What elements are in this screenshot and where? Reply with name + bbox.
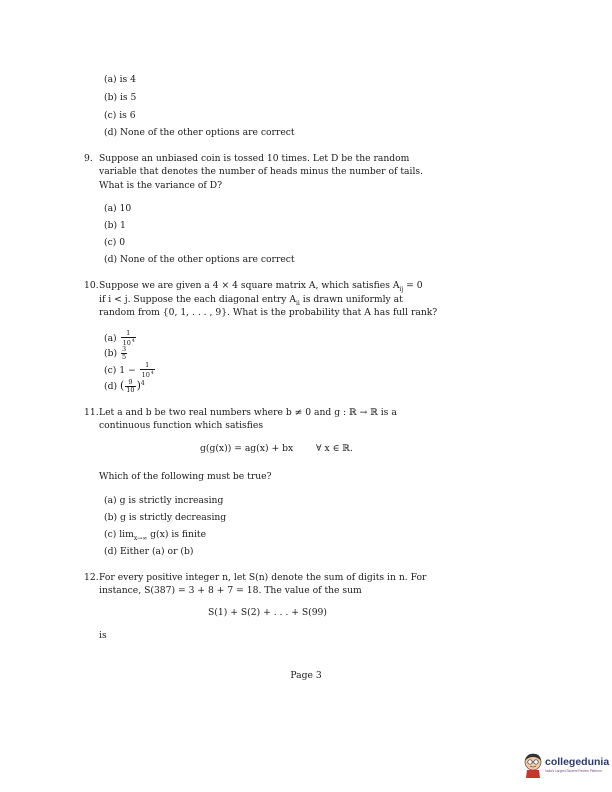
q12-number: 12. [84, 572, 99, 583]
fraction: $\frac{1}{10^4}$ [122, 329, 135, 348]
q10-option-d: (d) ( $\frac{9}{10}$ )$^4$ [104, 378, 145, 394]
q11-option-c: (c) $\lim_{x\to\infty} g(x)$ is finite [104, 529, 207, 542]
q10-number: 10. [84, 280, 99, 291]
q9-option-b: (b) 1 [104, 220, 126, 231]
q9-option-a: (a) 10 [104, 203, 132, 214]
q9-option-d: (d) None of the other options are correct [104, 254, 295, 265]
collegedunia-logo [523, 752, 609, 784]
q11-text-line2: continuous function which satisfies [99, 420, 264, 431]
q11-option-d: (d) Either (a) or (b) [104, 546, 194, 557]
q11-equation: g(g(x)) = ag(x) + bx [200, 443, 294, 454]
q10-option-a: (a) $\frac{1}{10^4}$ [104, 329, 135, 348]
q11-number: 11. [84, 407, 99, 418]
q12-text-line2: instance, S(387) = 3 + 8 + 7 = 18. The value of the sum [99, 585, 362, 596]
q9-option-c: (c) 0 [104, 237, 126, 248]
page-number: Page 3 [290, 670, 322, 681]
fraction: $\frac{9}{10}$ [126, 378, 135, 394]
q11-option-a: (a) g is strictly increasing [104, 495, 224, 506]
q12-text-line1: For every positive integer n, let S(n) denote the sum of digits in n. For [99, 572, 427, 583]
q11-option-b: (b) g is strictly decreasing [104, 512, 227, 523]
q8-option-d: (d) None of the other options are correct [104, 127, 295, 138]
q10-option-c: (c) 1 − $\frac{1}{10^4}$ [104, 361, 154, 380]
fraction: $\frac{3}{5}$ [121, 345, 127, 361]
logo-name: collegedunia [545, 756, 610, 768]
q8-option-c: (c) is 6 [104, 110, 136, 121]
q9-text-line1: Suppose an unbiased coin is tossed 10 times. Let D be the random [99, 153, 410, 164]
q9-text-line3: What is the variance of D? [99, 180, 223, 191]
q8-option-a: (a) is 4 [104, 74, 136, 85]
q9-number: 9. [84, 153, 93, 164]
q10-text-line3: random from {0, 1, . . . , 9}. What is the probability that A has full rank? [99, 307, 438, 318]
q12-equation: S(1) + S(2) + . . . + S(99) [208, 607, 327, 618]
q10-text-line2: if i < j. Suppose the each diagonal entry $A_{ii}$ is drawn uniformly at [99, 294, 403, 307]
q12-after-text: is [99, 630, 107, 641]
fraction: $\frac{1}{10^4}$ [141, 361, 154, 380]
q8-option-b: (b) is 5 [104, 92, 137, 103]
q10-text-line1: Suppose we are given a 4 × 4 square matrix A, which satisfies $A_{ij} = 0$ [99, 280, 423, 293]
q11-equation-condition: ∀ x ∈ ℝ. [316, 443, 353, 454]
logo-tagline: India's Largest Student Review Platform [545, 769, 602, 773]
q11-text-line1: Let a and b be two real numbers where b ≠ 0 and g : ℝ → ℝ is a [99, 407, 397, 418]
q9-text-line2: variable that denotes the number of heads minus the number of tails. [99, 166, 424, 177]
q10-option-b: (b) $\frac{3}{5}$ [104, 345, 127, 361]
mascot-icon [523, 752, 543, 780]
q11-prompt: Which of the following must be true? [99, 471, 272, 482]
